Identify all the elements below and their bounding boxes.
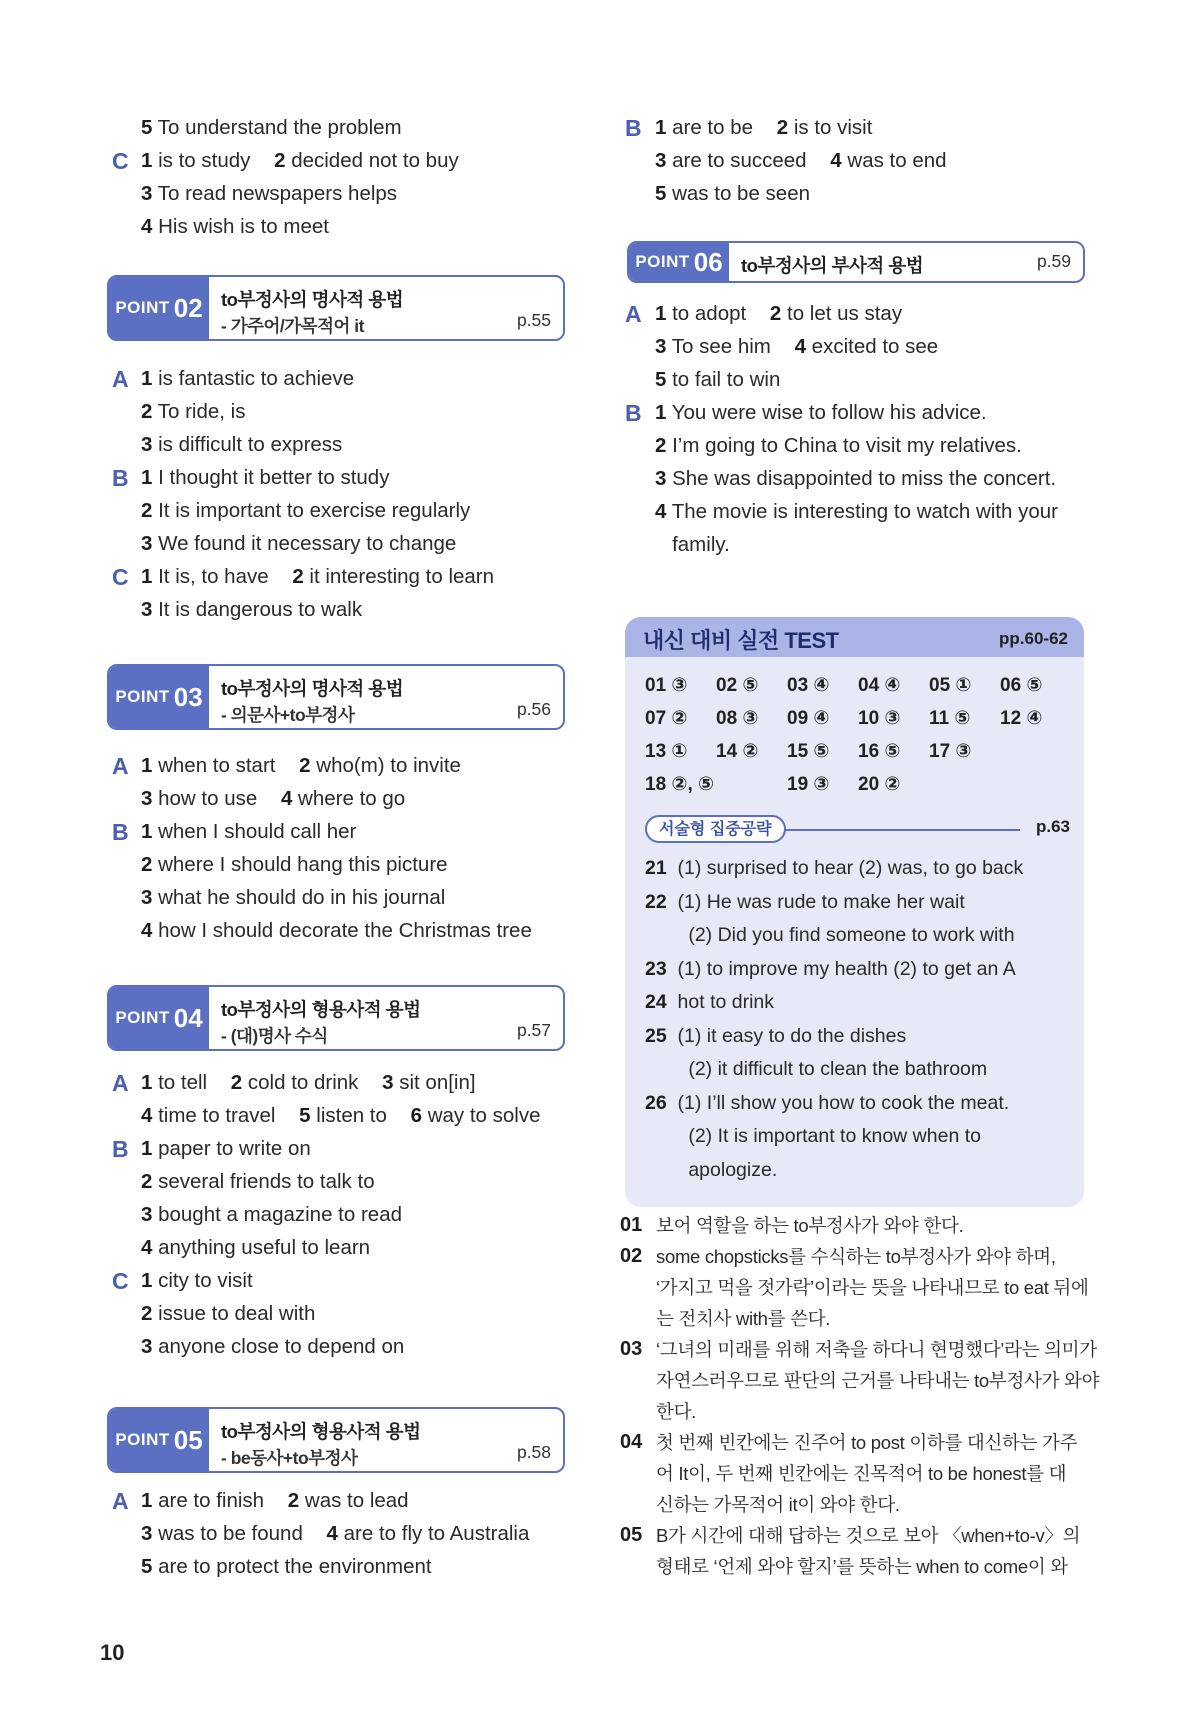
essay-section-label: 서술형 집중공략: [645, 815, 786, 843]
answer-line: 4 time to travel 5 listen to 6 way to solve: [141, 1104, 541, 1127]
essay-line: 21 (1) surprised to hear (2) was, to go back: [645, 857, 1024, 879]
point-04-box: [107, 985, 565, 1051]
answer-cell: 17 ③: [929, 741, 972, 762]
point-page-ref: p.56: [516, 699, 551, 719]
answer-line: 3 bought a magazine to read: [141, 1203, 402, 1226]
point-subtitle: - 의문사+to부정사: [221, 705, 355, 725]
explanation-line: ‘가지고 먹을 젓가락’이라는 뜻을 나타내므로 to eat 뒤에: [656, 1277, 1089, 1298]
answer-cell: 01 ③: [645, 675, 688, 696]
answer-cell: 09 ④: [787, 708, 830, 729]
essay-page-ref: p.63: [1035, 817, 1070, 836]
explanation-line: 신하는 가목적어 it이 와야 한다.: [656, 1494, 900, 1515]
answer-cell: 07 ②: [645, 708, 688, 729]
section-letter: B: [112, 1136, 129, 1162]
point-title: to부정사의 명사적 용법: [221, 289, 404, 310]
answer-cell: 04 ④: [858, 675, 901, 696]
answer-line: family.: [655, 533, 730, 556]
answer-line: 3 We found it necessary to change: [141, 532, 457, 555]
explanation-line: 자연스러우므로 판단의 근거를 나타내는 to부정사가 와야: [656, 1370, 1100, 1391]
explanation-number: 01: [620, 1214, 643, 1236]
answer-line: 3 is difficult to express: [141, 433, 343, 456]
answer-cell: 13 ①: [645, 741, 688, 762]
explanation-number: 05: [620, 1524, 643, 1546]
essay-divider: [785, 829, 1020, 831]
point-subtitle: - be동사+to부정사: [221, 1448, 358, 1468]
section-letter: A: [112, 366, 129, 392]
section-letter: B: [625, 400, 642, 426]
answer-cell: 10 ③: [858, 708, 901, 729]
answer-line: 1 is fantastic to achieve: [141, 367, 355, 390]
answer-line: 3 was to be found 4 are to fly to Australia: [141, 1522, 530, 1545]
answer-cell: 03 ④: [787, 675, 830, 696]
answer-line: 1 is to study 2 decided not to buy: [141, 149, 459, 172]
explanation-number: 02: [620, 1245, 643, 1267]
essay-line: apologize.: [645, 1158, 778, 1181]
test-panel: [625, 617, 1084, 1207]
point-subtitle: - (대)명사 수식: [221, 1026, 328, 1046]
section-letter: B: [112, 819, 129, 845]
answer-line: 4 how I should decorate the Christmas tree: [141, 919, 532, 942]
section-letter: C: [112, 564, 129, 590]
point-tab: POINT 03: [109, 666, 209, 728]
answer-line: 2 It is important to exercise regularly: [141, 499, 471, 522]
answer-line: 2 issue to deal with: [141, 1302, 316, 1325]
explanation-line: some chopsticks를 수식하는 to부정사가 와야 하며,: [656, 1246, 1056, 1267]
answer-line: 3 what he should do in his journal: [141, 886, 446, 909]
answer-line: 3 To see him 4 excited to see: [655, 335, 939, 358]
answer-line: 1 to tell 2 cold to drink 3 sit on[in]: [141, 1071, 476, 1094]
answer-line: 2 I’m going to China to visit my relatives.: [655, 434, 1022, 457]
section-letter: A: [112, 1070, 129, 1096]
point-tab: POINT 02: [109, 277, 209, 339]
section-letter: A: [112, 753, 129, 779]
essay-line: 24 hot to drink: [645, 991, 775, 1013]
section-letter: B: [112, 465, 129, 491]
answer-cell: 08 ③: [716, 708, 759, 729]
answer-cell: 02 ⑤: [716, 675, 759, 696]
explanation-line: ‘그녀의 미래를 위해 저축을 하다니 현명했다’라는 의미가: [656, 1339, 1097, 1360]
point-page-ref: p.57: [516, 1020, 551, 1040]
point-tab: POINT 05: [109, 1409, 209, 1471]
answer-line: 3 how to use 4 where to go: [141, 787, 406, 810]
answer-line: 5 was to be seen: [655, 182, 810, 205]
answer-cell: 18 ②, ⑤: [645, 774, 715, 795]
answer-line: 5 are to protect the environment: [141, 1555, 432, 1578]
point-title: to부정사의 형용사적 용법: [221, 1421, 421, 1442]
section-letter: C: [112, 148, 129, 174]
point-page-ref: p.58: [516, 1442, 551, 1462]
answer-cell: 12 ④: [1000, 708, 1043, 729]
page-number: 10: [100, 1640, 125, 1665]
section-letter: B: [625, 115, 642, 141]
answer-cell: 11 ⑤: [929, 708, 971, 729]
explanation-line: 한다.: [656, 1401, 696, 1422]
explanation-line: 첫 번째 빈칸에는 진주어 to post 이하를 대신하는 가주: [656, 1432, 1078, 1453]
answer-line: 3 To read newspapers helps: [141, 182, 398, 205]
point-title: to부정사의 명사적 용법: [221, 678, 404, 699]
essay-line: (2) Did you find someone to work with: [645, 924, 1015, 946]
answer-line: 5 To understand the problem: [141, 116, 402, 139]
test-title: 내신 대비 실전 TEST: [643, 628, 839, 653]
answer-line: 1 It is, to have 2 it interesting to learn: [141, 565, 495, 588]
answer-line: 1 to adopt 2 to let us stay: [655, 302, 903, 325]
answer-line: 2 where I should hang this picture: [141, 853, 448, 876]
answer-line: 4 His wish is to meet: [141, 215, 329, 238]
answer-cell: 20 ②: [858, 774, 901, 795]
explanation-line: 어 It이, 두 번째 빈칸에는 진목적어 to be honest를 대: [656, 1463, 1067, 1484]
section-letter: A: [625, 301, 642, 327]
point-tab: POINT 06: [629, 243, 729, 281]
explanation-line: 형태로 ‘언제 와야 할지’를 뜻하는 when to come이 와: [656, 1556, 1068, 1577]
point-02-box: [107, 275, 565, 341]
essay-line: (2) It is important to know when to: [645, 1125, 981, 1147]
essay-line: 23 (1) to improve my health (2) to get an A: [645, 957, 1016, 980]
answer-cell: 14 ②: [716, 741, 759, 762]
essay-line: 22 (1) He was rude to make her wait: [645, 890, 965, 913]
answer-cell: 05 ①: [929, 675, 972, 696]
answer-cell: 19 ③: [787, 774, 830, 795]
answer-line: 4 The movie is interesting to watch with your: [655, 500, 1058, 523]
answer-line: 2 several friends to talk to: [141, 1170, 375, 1193]
essay-line: 26 (1) I’ll show you how to cook the meat.: [645, 1091, 1010, 1114]
answer-line: 3 anyone close to depend on: [141, 1335, 405, 1358]
answer-line: 1 You were wise to follow his advice.: [655, 401, 987, 424]
answer-line: 3 It is dangerous to walk: [141, 598, 363, 621]
explanation-number: 04: [620, 1431, 643, 1453]
answer-line: 1 paper to write on: [141, 1137, 311, 1160]
answer-line: 3 are to succeed 4 was to end: [655, 149, 947, 172]
answer-line: 1 are to finish 2 was to lead: [141, 1489, 409, 1512]
answer-line: 4 anything useful to learn: [141, 1236, 371, 1259]
answer-cell: 16 ⑤: [858, 741, 901, 762]
answer-cell: 06 ⑤: [1000, 675, 1043, 696]
answer-line: 1 when I should call her: [141, 820, 357, 843]
answer-line: 1 when to start 2 who(m) to invite: [141, 754, 461, 777]
test-page-ref: pp.60-62: [999, 629, 1068, 648]
explanation-line: 보어 역할을 하는 to부정사가 와야 한다.: [656, 1215, 964, 1236]
essay-line: 25 (1) it easy to do the dishes: [645, 1024, 907, 1047]
explanation-line: B가 시간에 대해 답하는 것으로 보아 〈when+to-v〉의: [656, 1525, 1081, 1546]
point-page-ref: p.59: [1036, 251, 1071, 271]
section-letter: C: [112, 1268, 129, 1294]
point-tab: POINT 04: [109, 987, 209, 1049]
point-title: to부정사의 형용사적 용법: [221, 999, 421, 1020]
point-05-box: [107, 1407, 565, 1473]
point-06-box: [627, 241, 1085, 283]
test-header: [625, 617, 1084, 657]
answer-line: 3 She was disappointed to miss the concert.: [655, 467, 1057, 490]
point-page-ref: p.55: [516, 310, 551, 330]
answer-line: 5 to fail to win: [655, 368, 781, 391]
answer-line: 1 are to be 2 is to visit: [655, 116, 873, 139]
answer-line: 2 To ride, is: [141, 400, 246, 423]
essay-line: (2) it difficult to clean the bathroom: [645, 1058, 988, 1080]
section-letter: A: [112, 1488, 129, 1514]
explanation-number: 03: [620, 1338, 643, 1360]
point-03-box: [107, 664, 565, 730]
answer-cell: 15 ⑤: [787, 741, 830, 762]
answer-line: 1 I thought it better to study: [141, 466, 390, 489]
answer-line: 1 city to visit: [141, 1269, 253, 1292]
explanation-line: 는 전치사 with를 쓴다.: [656, 1308, 831, 1329]
point-title: to부정사의 부사적 용법: [741, 255, 924, 276]
point-subtitle: - 가주어/가목적어 it: [221, 316, 364, 336]
